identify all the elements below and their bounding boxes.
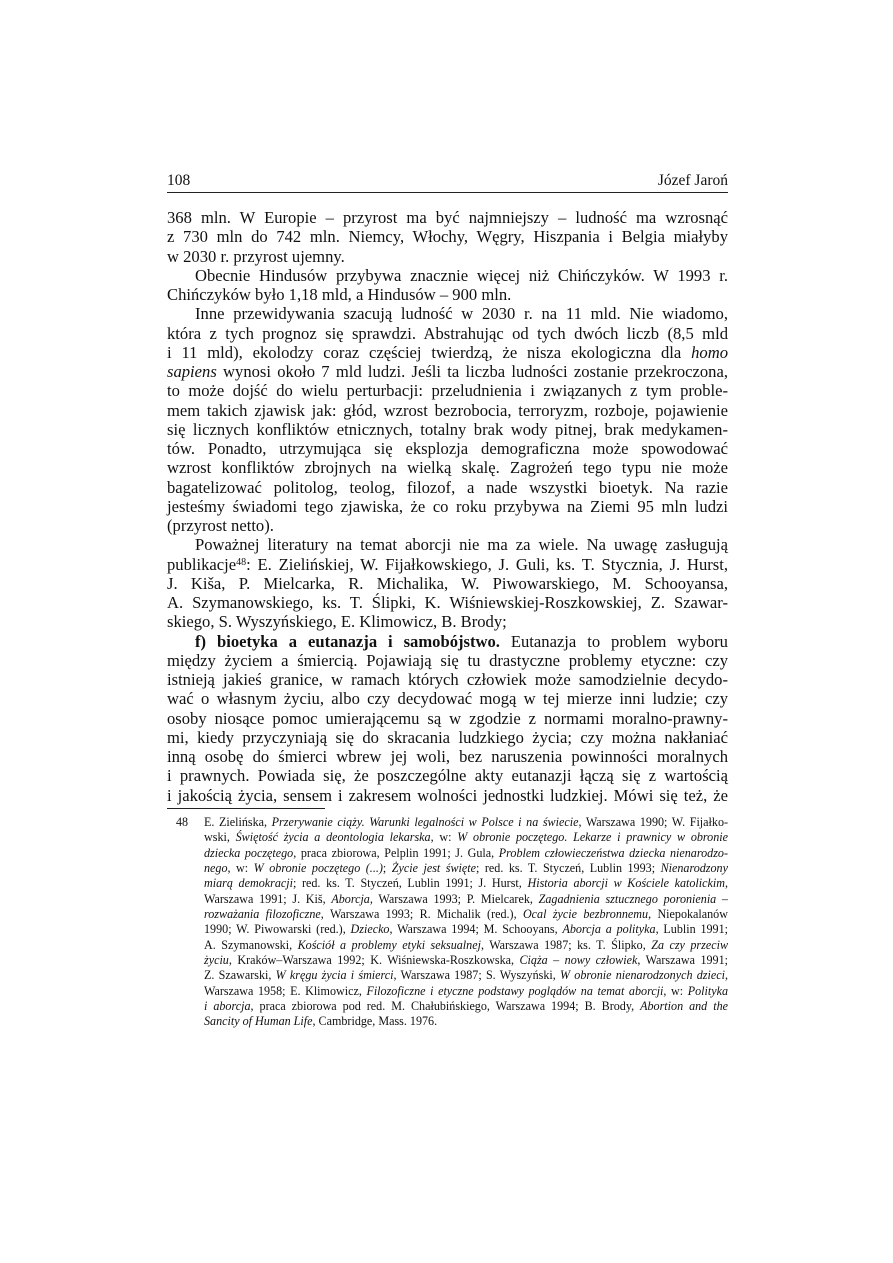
footnote-line	[204, 984, 728, 999]
text-run: , Cambridge, Mass. 1976.	[312, 1014, 438, 1029]
text-run: 1990; W. Piwowarski (red.),	[204, 922, 351, 937]
italic-text: W obronie poczętego (...)	[253, 861, 383, 876]
text-run: istnieją jakieś granice, w ramach których człowiek może samodzielnie decydo-	[167, 670, 728, 689]
footnote-line	[204, 1014, 728, 1029]
text-line	[167, 478, 728, 497]
italic-text: homo	[691, 342, 728, 362]
italic-text: Polityka	[687, 983, 728, 998]
italic-text: Historia aborcji w Kościele katolickim	[527, 876, 725, 891]
italic-text: sapiens	[167, 362, 217, 381]
italic-text: Przerywanie ciąży. Warunki legalności w Polsce i na świecie	[271, 815, 579, 829]
footnote-line	[204, 999, 728, 1014]
text-line	[167, 266, 728, 285]
text-run: , Warszawa 1991;	[637, 953, 728, 968]
text-run: , Warszawa 1987; S. Wyszyński,	[393, 968, 560, 983]
text-line	[167, 632, 728, 651]
text-run: i jakością życia, sensem i zakresem wolności jednostki ludzkiej. Mówi się też, że	[167, 785, 728, 805]
text-run: 368 mln. W Europie – przyrost ma być najmniejszy – ludność ma wzrosnąć	[167, 208, 728, 227]
footnote-line	[204, 830, 728, 845]
text-run: która z tych prognoz się sprawdzi. Abstrahując od tych dwóch liczb (8,5 mld	[167, 323, 728, 343]
text-run: , praca zbiorowa pod red. M. Chałubińskiego, Warszawa 1994; B. Brody,	[250, 999, 641, 1014]
footnote-line	[204, 815, 728, 830]
italic-text: Aborcja a polityka	[562, 922, 656, 937]
italic-text: Ciąża – nowy człowiek	[519, 953, 638, 968]
italic-text: Świętość życia a deontologia lekarska	[235, 830, 431, 845]
italic-text: Abortion and the	[640, 999, 728, 1014]
running-header-author: Józef Jaroń	[657, 172, 728, 189]
text-line	[167, 747, 728, 766]
text-run: i prawnych. Powiada się, że poszczególne akty eutanazji łączą się z wartością	[167, 766, 728, 786]
text-line	[167, 728, 728, 747]
text-line	[167, 285, 728, 304]
text-line	[167, 766, 728, 785]
text-run: , Niepokalanów	[648, 907, 728, 922]
text-line	[167, 786, 728, 805]
text-run: Warszawa 1991; J. Kiš,	[204, 891, 332, 906]
text-run: (przyrost netto).	[167, 516, 274, 535]
text-run: Obecnie Hindusów przybywa znacznie więcej niż Chińczyków. W 1993 r.	[195, 265, 728, 285]
text-run: , w:	[663, 983, 688, 998]
text-run: , Lublin 1991;	[655, 922, 728, 937]
text-run: Z. Szawarski,	[204, 968, 276, 983]
text-run: ,	[724, 876, 728, 891]
text-line	[167, 709, 728, 728]
text-run: , Kraków–Warszawa 1992; K. Wiśniewska-Roszkowska,	[228, 953, 520, 968]
text-run: wać o własnym życiu, albo czy decydować mogą w tej mierze inni ludzie; czy	[167, 689, 728, 709]
text-run: Chińczyków było 1,18 mld, a Hindusów – 900 mln.	[167, 285, 512, 304]
footnote-line	[204, 907, 728, 922]
text-line	[167, 420, 728, 439]
text-run: wynosi około 7 mld ludzi. Jeśli ta liczba ludności zostanie przekroczona,	[216, 362, 728, 381]
text-run: między życiem a śmiercią. Pojawiają się tu drastyczne problemy etyczne: czy	[167, 650, 728, 670]
text-run: skiego, S. Wyszyńskiego, E. Klimowicz, B. Brody;	[167, 612, 507, 632]
footnote-line	[204, 846, 728, 861]
bold-heading: f) bioetyka a eutanazja i samobójstwo.	[195, 631, 500, 651]
italic-text: Życie jest święte	[391, 861, 477, 876]
text-run: inną osobę do śmierci wbrew jej woli, bez naruszenia powinności moralnych	[167, 747, 728, 766]
text-run: J. Kiša, P. Mielcarka, R. Michalika, W. Piwowarskiego, M. Schooyansa,	[167, 573, 728, 593]
running-header	[167, 170, 728, 193]
italic-text: W kręgu życia i śmierci	[275, 968, 394, 983]
text-run: , Warszawa 1990; W. Fijałko-	[578, 815, 729, 829]
footnote-line	[204, 938, 728, 953]
text-run: mi, kiedy przyczyniają się do skracania ludzkiego życia; czy można nakłaniać	[167, 727, 728, 747]
text-run: , Warszawa 1994; M. Schooyans,	[389, 922, 563, 937]
italic-text: Nienarodzony	[660, 861, 728, 876]
text-line	[167, 593, 728, 612]
text-line	[167, 208, 728, 227]
italic-text: Za czy przeciw	[651, 937, 729, 952]
text-run: , Warszawa 1993; P. Mielcarek,	[369, 891, 539, 906]
italic-text: nego	[204, 861, 228, 876]
italic-text: Dziecko	[350, 922, 390, 937]
text-line	[167, 247, 728, 266]
paragraph	[167, 632, 728, 805]
text-run: publikacje	[167, 554, 237, 574]
text-run: : E. Zielińskiej, W. Fijałkowskiego, J. Guli, ks. T. Stycznia, J. Hurst,	[246, 554, 728, 574]
paragraph	[167, 266, 728, 305]
text-line	[167, 535, 728, 554]
italic-text: dziecka poczętego	[204, 845, 294, 860]
italic-text: Zagadnienia sztucznego poronienia –	[538, 891, 728, 906]
italic-text: Filozoficzne i etyczne podstawy poglądów na temat aborcji	[366, 983, 664, 998]
text-run: osoby niosące pomoc umierającemu są w zgodzie z normami moralno-prawny-	[167, 708, 728, 728]
text-run: to może dojść do wielu perturbacji: przeludnienia i związanych z tym proble-	[167, 381, 728, 401]
text-run: Poważnej literatury na temat aborcji nie ma za wiele. Na uwagę zasługują	[195, 535, 728, 555]
text-line	[167, 574, 728, 593]
text-run: z 730 mln do 742 mln. Niemcy, Włochy, Węgry, Hiszpania i Belgia miałyby	[167, 227, 728, 247]
page-number: 108	[167, 172, 191, 189]
footnote-separator	[167, 808, 325, 809]
footnote-line	[204, 953, 728, 968]
italic-text: rozważania filozoficzne	[204, 907, 321, 922]
paragraph	[167, 304, 728, 535]
text-run: i 11 mld), ekolodzy coraz częściej twierdzą, że nisza ekologiczna dla	[167, 342, 692, 362]
italic-text: Kościół a problemy etyki seksualnej	[297, 937, 481, 952]
footnote-line	[204, 968, 728, 983]
italic-text: Aborcja	[331, 891, 370, 906]
text-run: ; red. ks. T. Styczeń, Lublin 1991; J. Hurst,	[292, 876, 528, 891]
footnote-line	[204, 861, 728, 876]
italic-text: Problem człowieczeństwa dziecka nienarodzo-	[498, 845, 728, 860]
italic-text: miarą demokracji	[204, 876, 293, 891]
text-run: wzrost konfliktów zbrojnych na wielką skalę. Zagrożeń tego typu nie może	[167, 458, 728, 478]
text-run: w 2030 r. przyrost ujemny.	[167, 246, 345, 266]
text-line	[167, 227, 728, 246]
paragraph	[167, 208, 728, 266]
text-line	[167, 343, 728, 362]
text-line	[167, 304, 728, 323]
footnote-line	[204, 876, 728, 891]
text-run: tów. Ponadto, utrzymująca się eksplozja demograficzna może spowodować	[167, 439, 728, 458]
text-run: wski,	[204, 830, 236, 845]
text-run: ,	[724, 968, 728, 983]
text-line	[167, 401, 728, 420]
text-run: ;	[382, 861, 392, 876]
italic-text: Ocal życie bezbronnemu	[522, 907, 649, 922]
italic-text: W obronie nienarodzonych dzieci	[559, 968, 725, 983]
text-run: bagatelizować politolog, teolog, filozof, a nade wszystki bioetyk. Na razie	[167, 477, 728, 497]
italic-text: i aborcja	[204, 999, 251, 1014]
text-line	[167, 362, 728, 381]
text-line	[167, 651, 728, 670]
text-line	[167, 689, 728, 708]
footnote-line	[204, 922, 728, 937]
text-run: się licznych konfliktów etnicznych, totalny brak wody pitnej, brak medykamen-	[167, 419, 728, 439]
text-line	[167, 458, 728, 477]
text-run: E. Zielińska,	[204, 815, 272, 829]
text-line	[167, 381, 728, 400]
text-run: A. Szymanowskiego, ks. T. Ślipki, K. Wiśniewskiej-Roszkowskiej, Z. Szawar-	[167, 593, 728, 612]
text-run: , Warszawa 1993; R. Michalik (red.),	[320, 907, 523, 922]
paragraph	[167, 535, 728, 631]
text-run: mem takich zjawisk jak: głód, wzrost bezrobocia, terroryzm, rozboje, pojawienie	[167, 400, 728, 420]
text-line	[167, 555, 728, 574]
text-run: , w:	[430, 830, 458, 845]
text-run: A. Szymanowski,	[204, 937, 298, 952]
text-run: , w:	[227, 861, 254, 876]
italic-text: życiu	[204, 953, 229, 968]
text-run: Inne przewidywania szacują ludność w 2030 r. na 11 mld. Nie wiadomo,	[195, 304, 728, 324]
text-line	[167, 612, 728, 631]
text-run: Warszawa 1958; E. Klimowicz,	[204, 983, 367, 998]
body-text	[167, 208, 728, 805]
text-line	[167, 670, 728, 689]
text-run: jesteśmy świadomi tego zjawiska, że co roku przybywa na Ziemi 95 mln ludzi	[167, 496, 728, 516]
italic-text: W obronie poczętego. Lekarze i prawnicy w obronie	[457, 830, 728, 845]
footnote-reference[interactable]: 48	[236, 556, 247, 568]
footnote-line	[204, 892, 728, 907]
footnote	[176, 815, 729, 1030]
text-run: Eutanazja to problem wyboru	[499, 631, 728, 651]
text-run: ; red. ks. T. Styczeń, Lublin 1993;	[476, 861, 661, 876]
text-line	[167, 439, 728, 458]
text-run: , praca zbiorowa, Pelplin 1991; J. Gula,	[293, 845, 499, 860]
italic-text: Sancity of Human Life	[204, 1014, 313, 1029]
text-line	[167, 324, 728, 343]
text-line	[167, 516, 728, 535]
text-line	[167, 497, 728, 516]
text-run: , Warszawa 1987; ks. T. Ślipko,	[480, 937, 652, 952]
footnote-number: 48	[176, 815, 189, 829]
